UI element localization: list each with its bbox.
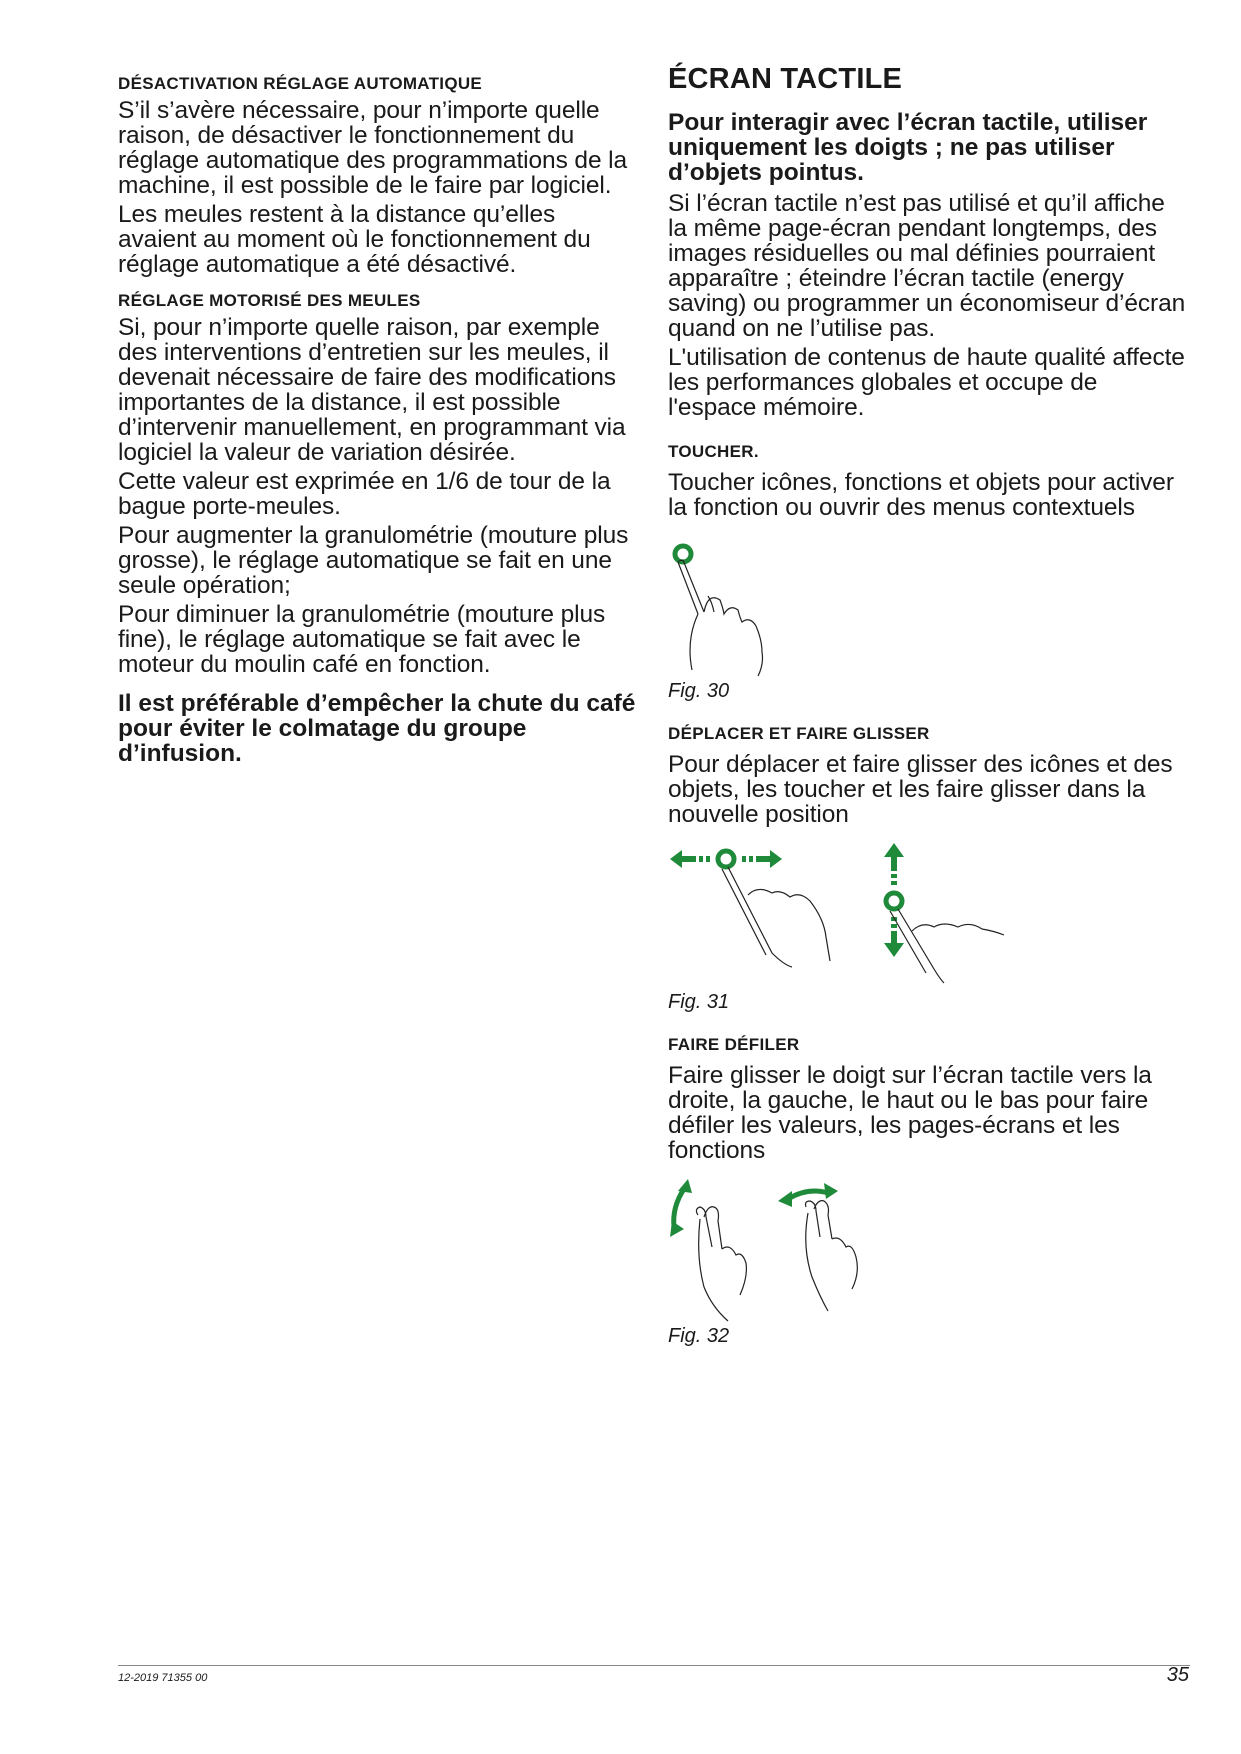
right-column [668, 62, 1190, 1347]
paragraph: S’il s’avère nécessaire, pour n’importe quelle raison, de désactiver le fonctionnement du réglage automatique des programmations de la machine, il est possible de le faire par logiciel. [118, 97, 628, 199]
paragraph: Toucher icônes, fonctions et objets pour activer la fonction ou ouvrir des menus contextuels [668, 469, 1174, 521]
paragraph: Pour déplacer et faire glisser des icônes et des objets, les toucher et les faire glisser dans la nouvelle position [668, 751, 1173, 828]
scroll-gesture-icon [668, 1177, 928, 1325]
heading-motorized-adjust: RÉGLAGE MOTORISÉ DES MEULES [118, 291, 421, 310]
document-code: 12-2019 71355 00 [118, 1672, 208, 1684]
paragraph: Si, pour n’importe quelle raison, par exemple des interventions d’entretien sur les meules, il devenait nécessaire de faire des modifications importantes de la distance, il est possible d’intervenir manuellement, en programmant via logiciel la valeur de variation désirée. [118, 314, 626, 466]
tap-gesture-icon [668, 540, 788, 680]
figure-caption: Fig. 30 [668, 680, 730, 702]
heading-touch: TOUCHER. [668, 442, 759, 461]
paragraph: L'utilisation de contenus de haute qualité affecte les performances globales et occupe de l'espace mémoire. [668, 344, 1185, 421]
footer-divider [118, 1665, 1190, 1666]
heading-drag: DÉPLACER ET FAIRE GLISSER [668, 724, 930, 743]
paragraph: Cette valeur est exprimée en 1/6 de tour de la bague porte-meules. [118, 468, 611, 520]
section-title: ÉCRAN TACTILE [668, 63, 903, 95]
figure-30 [668, 540, 1190, 680]
paragraph: Faire glisser le doigt sur l’écran tactile vers la droite, la gauche, le haut ou le bas pour faire défiler les valeurs, les pages-écrans et les fonctions [668, 1062, 1152, 1164]
paragraph: Pour augmenter la granulométrie (mouture plus grosse), le réglage automatique se fait en une seule opération; [118, 522, 629, 599]
left-column [118, 62, 638, 766]
figure-31 [668, 841, 1190, 991]
page-number: 35 [1166, 1664, 1189, 1686]
heading-auto-adjust-off: DÉSACTIVATION RÉGLAGE AUTOMATIQUE [118, 74, 483, 93]
figure-caption: Fig. 32 [668, 1325, 730, 1347]
figure-caption: Fig. 31 [668, 991, 730, 1013]
drag-gesture-icon [668, 841, 1028, 991]
figure-32 [668, 1177, 1190, 1325]
intro-note: Pour interagir avec l’écran tactile, utiliser uniquement les doigts ; ne pas utiliser d’objets pointus. [668, 109, 1148, 186]
paragraph: Les meules restent à la distance qu’elles avaient au moment où le fonctionnement du réglage automatique a été désactivé. [118, 201, 591, 278]
paragraph: Pour diminuer la granulométrie (mouture plus fine), le réglage automatique se fait avec le moteur du moulin café en fonction. [118, 601, 606, 678]
heading-scroll: FAIRE DÉFILER [668, 1035, 800, 1054]
warning-note: Il est préférable d’empêcher la chute du café pour éviter le colmatage du groupe d’infusion. [118, 690, 636, 767]
paragraph: Si l’écran tactile n’est pas utilisé et qu’il affiche la même page-écran pendant longtemps, des images résiduelles ou mal définies pourraient apparaître ; éteindre l’écran tactile (energy saving) ou programmer un économiseur d’écran quand on ne l’utilise pas. [668, 190, 1186, 342]
